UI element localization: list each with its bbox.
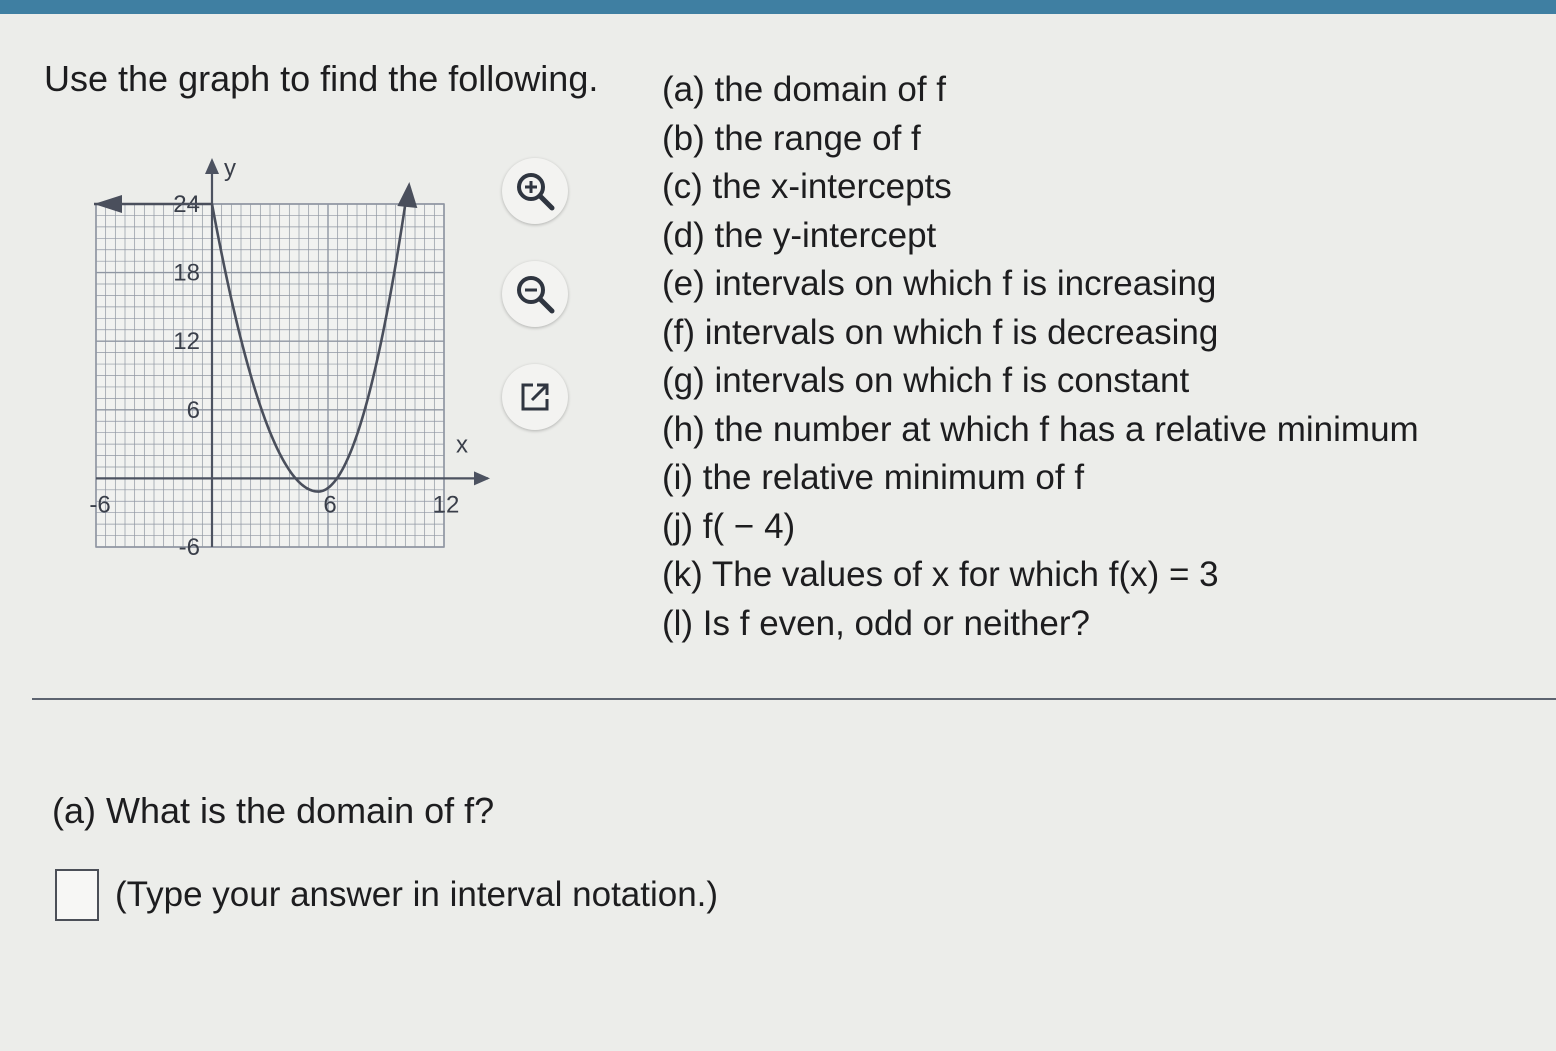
question-item: (k) The values of x for which f(x) = 3: [662, 555, 1219, 594]
y-tick-label: 6: [186, 396, 200, 424]
external-link-icon: [515, 377, 555, 417]
graph-svg: [70, 144, 510, 574]
question-item: (j) f( − 4): [662, 506, 796, 546]
graph-tools: [502, 158, 572, 467]
domain-answer-input[interactable]: [55, 869, 99, 921]
question-page: [0, 14, 1556, 1051]
y-tick-label: 12: [173, 328, 200, 356]
instruction-text: Use the graph to find the following.: [44, 58, 599, 99]
y-axis-arrow: [205, 158, 219, 174]
zoom-out-button[interactable]: [502, 261, 568, 327]
top-bar: [0, 0, 1556, 14]
x-axis-label: x: [456, 431, 468, 459]
x-tick-label: -6: [89, 491, 111, 519]
question-item: (h) the number at which f has a relative minimum: [662, 409, 1419, 449]
question-item: (c) the x-intercepts: [662, 167, 952, 206]
y-tick-label: -6: [178, 534, 200, 561]
x-tick-label: 6: [323, 491, 337, 519]
curve-end-arrow-right: [397, 182, 417, 208]
x-tick-label: 12: [432, 491, 460, 519]
open-graph-button[interactable]: [502, 364, 568, 430]
y-tick-label: 18: [173, 259, 200, 287]
section-divider: [32, 698, 1556, 700]
question-list: [662, 66, 1419, 648]
function-graph: [70, 144, 510, 574]
x-axis-arrow: [474, 471, 490, 485]
zoom-out-icon: [512, 271, 558, 317]
question-item: (b) the range of f: [662, 118, 921, 158]
question-item: (l) Is f even, odd or neither?: [662, 603, 1090, 643]
answer-row: [55, 869, 718, 921]
zoom-in-button[interactable]: [502, 158, 568, 224]
y-axis-label: y: [224, 155, 236, 182]
question-item: (f) intervals on which f is decreasing: [662, 312, 1219, 352]
part-a-question: (a) What is the domain of f?: [52, 790, 495, 831]
answer-hint: (Type your answer in interval notation.): [115, 875, 719, 914]
zoom-in-icon: [512, 168, 558, 214]
question-item: (i) the relative minimum of f: [662, 458, 1085, 497]
graph-grid: [96, 204, 444, 547]
question-item: (a) the domain of f: [662, 70, 947, 109]
question-item: (g) intervals on which f is constant: [662, 361, 1190, 400]
y-tick-label: 24: [173, 191, 200, 218]
question-item: (e) intervals on which f is increasing: [662, 264, 1217, 303]
question-item: (d) the y-intercept: [662, 215, 937, 255]
